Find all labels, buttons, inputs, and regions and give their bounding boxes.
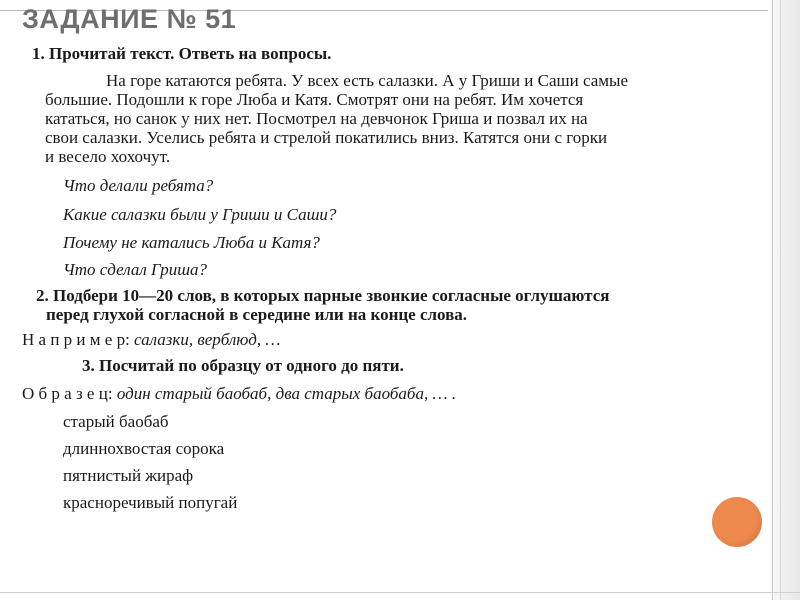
task1-question: Что делали ребята? [63, 176, 214, 195]
task1-question: Что сделал Гриша? [63, 260, 208, 279]
task1-text-line: На горе катаются ребята. У всех есть салазки. А у Гриши и Саши самые [106, 71, 629, 90]
task1-text-line: и весело хохочут. [45, 147, 171, 166]
slide-title: ЗАДАНИЕ № 51 [22, 4, 237, 34]
frame-vertical-line [772, 0, 773, 600]
task1-heading: 1. Прочитай текст. Ответь на вопросы. [32, 44, 332, 63]
task3-sample-row [22, 384, 456, 403]
task1-text-line: кататься, но санок у них нет. Посмотрел на девчонок Гриша и позвал их на [45, 109, 588, 128]
sample-text: один старый баобаб, два старых баобаба, … . [116, 384, 457, 403]
task3-heading: 3. Посчитай по образцу от одного до пяти. [82, 356, 404, 375]
frame-vertical-line-outer [780, 0, 781, 600]
task1-question: Почему не катались Люба и Катя? [63, 233, 320, 252]
task3-item: длиннохвостая сорока [63, 439, 225, 458]
task3-item: старый баобаб [63, 412, 169, 431]
task2-example-row [22, 330, 281, 349]
task1-question: Какие салазки были у Гриши и Саши? [63, 205, 337, 224]
orange-circle-decoration [712, 497, 762, 547]
task2-heading-line: 2. Подбери 10—20 слов, в которых парные звонкие согласные оглушаются [36, 286, 610, 305]
task3-item: красноречивый попугай [63, 493, 238, 512]
task1-text-line: большие. Подошли к горе Люба и Катя. Смотрят они на ребят. Им хочется [45, 90, 584, 109]
frame-bottom-line [0, 592, 800, 593]
task3-item: пятнистый жираф [63, 466, 194, 485]
task1-text-line: свои салазки. Уселись ребята и стрелой покатились вниз. Катятся они с горки [45, 128, 608, 147]
example-text: салазки, верблюд, … [134, 330, 281, 349]
task2-heading-line: перед глухой согласной в середине или на конце слова. [46, 305, 468, 324]
example-label: Н а п р и м е р: [22, 330, 130, 349]
sample-label: О б р а з е ц: [22, 384, 113, 403]
